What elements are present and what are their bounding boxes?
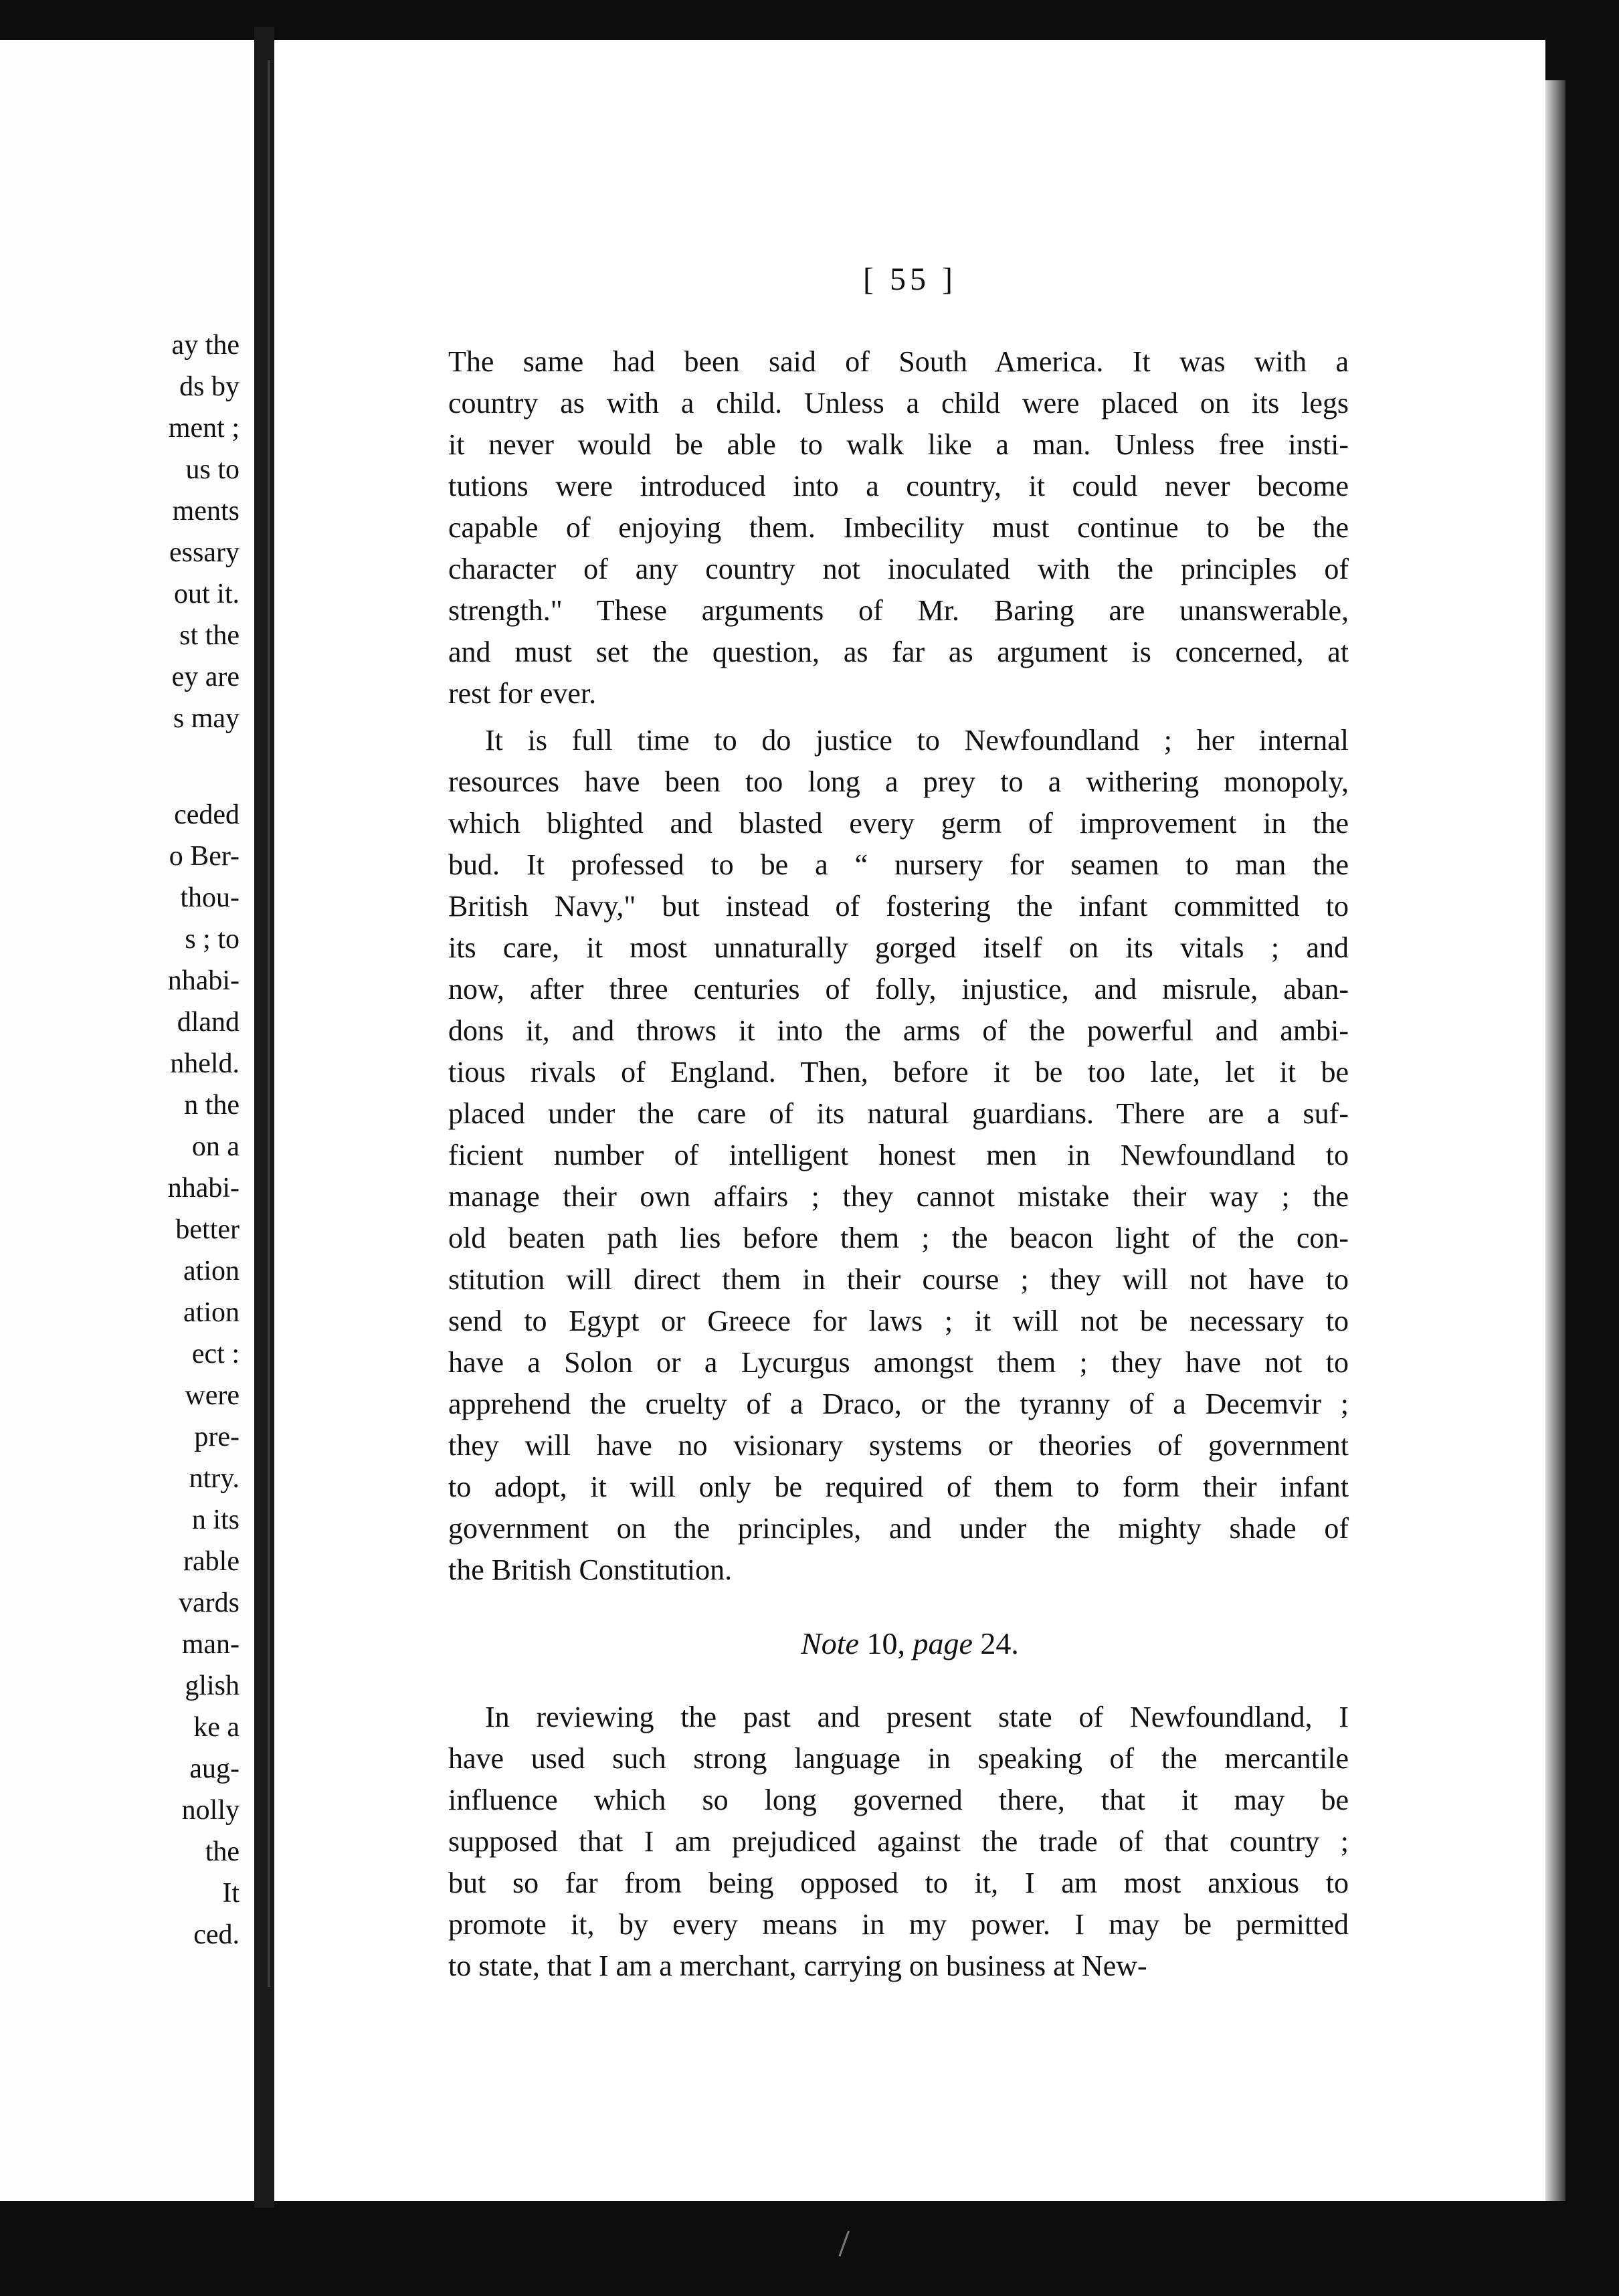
note-word: Note	[801, 1626, 859, 1660]
text-line: supposed that I am prejudiced against the trade of that country ;	[448, 1825, 1349, 1858]
facing-page-line: the	[205, 1836, 240, 1867]
facing-page-line: o Ber-	[169, 841, 240, 872]
note-page-number: 24.	[980, 1626, 1019, 1660]
facing-page-line: essary	[169, 537, 240, 568]
text-line: influence which so long governed there, that it may be	[448, 1784, 1349, 1816]
text-line: but so far from being opposed to it, I am most anxious to	[448, 1867, 1349, 1899]
facing-page-line: glish	[185, 1670, 240, 1701]
facing-page-line: were	[185, 1380, 240, 1411]
text-line: tious rivals of England. Then, before it be too late, let it be	[448, 1056, 1349, 1088]
text-line: old beaten path lies before them ; the beacon light of the con-	[448, 1222, 1349, 1254]
facing-page-line: ments	[172, 496, 240, 527]
facing-page-line: ect :	[191, 1339, 240, 1369]
facing-page-line: ey are	[171, 662, 240, 692]
facing-page-line: rable	[183, 1546, 240, 1577]
facing-page-line: ke a	[193, 1712, 240, 1743]
text-line: the British Constitution.	[448, 1553, 733, 1586]
facing-page-line: vards	[179, 1588, 240, 1618]
text-line: The same had been said of South America. It was with a	[448, 345, 1349, 378]
text-line: bud. It professed to be a “ nursery for seamen to man the	[448, 848, 1349, 881]
facing-page-line: It	[222, 1878, 240, 1909]
facing-page-line: ntry.	[189, 1463, 240, 1494]
text-line: send to Egypt or Greece for laws ; it will not be necessary to	[448, 1305, 1349, 1337]
note-heading	[274, 1626, 1545, 1661]
main-page	[274, 40, 1545, 2201]
page-word: page	[913, 1626, 973, 1660]
page-edge	[1545, 80, 1565, 2201]
book-gutter	[254, 27, 274, 2208]
text-line: and must set the question, as far as argument is concerned, at	[448, 636, 1349, 668]
paragraph-3	[448, 1697, 1349, 1987]
text-line: character of any country not inoculated with the principles of	[448, 553, 1349, 585]
facing-page-line: n the	[184, 1090, 240, 1121]
text-line: British Navy," but instead of fostering the infant committed to	[448, 890, 1349, 923]
text-line: placed under the care of its natural guardians. There are a suf-	[448, 1097, 1349, 1130]
text-line: its care, it most unnaturally gorged itself on its vitals ; and	[448, 931, 1349, 964]
text-line: it never would be able to walk like a man. Unless free insti-	[448, 428, 1349, 461]
text-line: country as with a child. Unless a child were placed on its legs	[448, 387, 1349, 419]
text-line: tutions were introduced into a country, it could never become	[448, 470, 1349, 502]
text-line: to state, that I am a merchant, carrying on business at New-	[448, 1949, 1147, 1982]
text-line: In reviewing the past and present state of Newfoundland, I	[485, 1701, 1349, 1733]
facing-page-line: nhabi-	[167, 965, 240, 996]
facing-page-line: us to	[185, 454, 240, 485]
facing-page-line: aug-	[189, 1753, 240, 1784]
facing-page-line: s may	[173, 703, 240, 734]
text-line: apprehend the cruelty of a Draco, or the tyranny of a Decemvir ;	[448, 1388, 1349, 1420]
text-line: rest for ever.	[448, 677, 597, 710]
paragraph-2	[448, 720, 1349, 1591]
text-line: stitution will direct them in their course ; they will not have to	[448, 1263, 1349, 1296]
text-line: to adopt, it will only be required of them to form their infant	[448, 1470, 1349, 1503]
facing-page-line: thou-	[180, 882, 240, 913]
text-line: resources have been too long a prey to a withering monopoly,	[448, 765, 1349, 798]
paragraph-1	[448, 341, 1349, 714]
facing-page-line: nhabi-	[167, 1173, 240, 1204]
text-line: manage their own affairs ; they cannot mistake their way ; the	[448, 1180, 1349, 1213]
text-line: It is full time to do justice to Newfoundland ; her internal	[485, 724, 1349, 757]
facing-page-line: st the	[179, 620, 240, 651]
text-line: have a Solon or a Lycurgus amongst them ; they have not to	[448, 1346, 1349, 1379]
facing-page-line: ment ;	[168, 413, 240, 444]
facing-page-line: ceded	[174, 799, 240, 830]
facing-page-line: pre-	[194, 1422, 240, 1452]
facing-page-line: ds by	[179, 371, 240, 402]
text-line: promote it, by every means in my power. I may be permitted	[448, 1908, 1349, 1941]
facing-page-line: s ; to	[185, 924, 240, 955]
page-number: [ 55 ]	[863, 262, 957, 297]
facing-page-line: n its	[191, 1505, 240, 1535]
facing-page-line: ay the	[171, 330, 240, 361]
facing-page-line: better	[175, 1214, 240, 1245]
facing-page-line: ation	[183, 1256, 240, 1286]
text-line: have used such strong language in speaking of the mercantile	[448, 1742, 1349, 1775]
text-line: dons it, and throws it into the arms of the powerful and ambi-	[448, 1014, 1349, 1047]
facing-page-line: on a	[191, 1131, 240, 1162]
facing-page-line: dland	[177, 1007, 240, 1038]
facing-page-fragment	[0, 40, 254, 2201]
text-line: strength." These arguments of Mr. Baring are unanswerable,	[448, 594, 1349, 627]
facing-page-line: ation	[183, 1297, 240, 1328]
text-line: now, after three centuries of folly, injustice, and misrule, aban-	[448, 973, 1349, 1006]
facing-page-line: out it.	[173, 579, 240, 609]
facing-page-line: nolly	[181, 1795, 240, 1826]
note-number: 10,	[866, 1626, 905, 1660]
binding-edge	[268, 60, 270, 1987]
text-line: they will have no visionary systems or theories of government	[448, 1429, 1349, 1462]
text-line: ficient number of intelligent honest men in Newfoundland to	[448, 1139, 1349, 1171]
facing-page-line: man-	[181, 1629, 240, 1660]
text-line: government on the principles, and under the mighty shade of	[448, 1512, 1349, 1545]
text-line: which blighted and blasted every germ of improvement in the	[448, 807, 1349, 840]
facing-page-line: nheld.	[170, 1048, 240, 1079]
text-line: capable of enjoying them. Imbecility must continue to be the	[448, 511, 1349, 544]
facing-page-line: ced.	[193, 1919, 240, 1950]
